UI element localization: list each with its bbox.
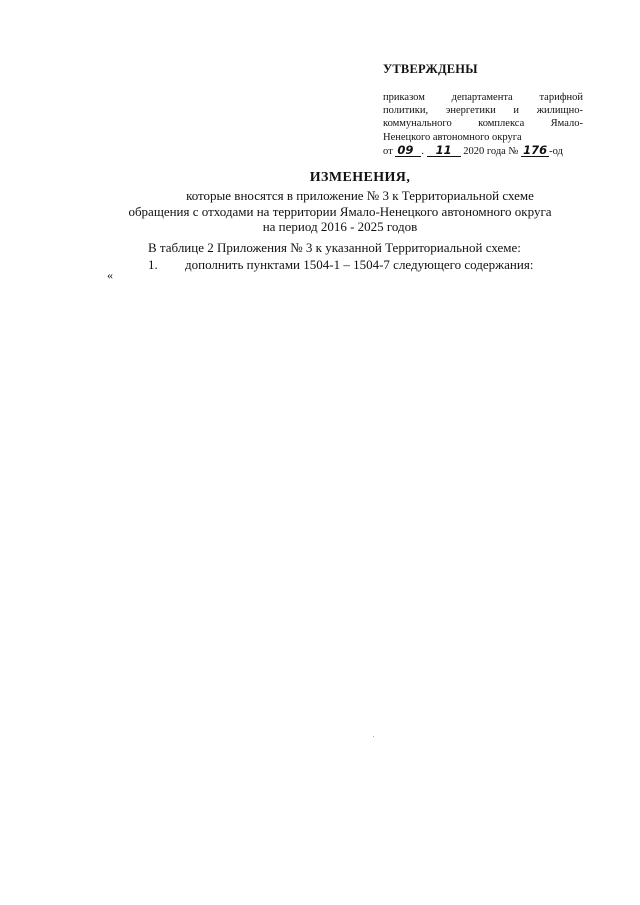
approval-date-line: от 09 . 11 2020 года № 176 -од — [383, 142, 563, 157]
approval-line: коммунального комплекса Ямало- — [383, 118, 583, 130]
order-suffix: -од — [549, 145, 563, 157]
approval-line: политики, энергетики и жилищно- — [383, 105, 583, 117]
open-quote-mark: « — [107, 268, 113, 282]
handwritten-day: 09 — [395, 144, 421, 157]
handwritten-month: 11 — [427, 144, 461, 157]
list-item-text: дополнить пунктами 1504-1 – 1504-7 следующего содержания: — [185, 257, 534, 272]
approval-line: приказом департамента тарифной — [383, 92, 583, 103]
approval-block — [383, 62, 583, 159]
heading-line: обращения с отходами на территории Ямало-Ненецкого автономного округа — [128, 203, 552, 219]
approval-text — [383, 91, 583, 144]
heading-title: ИЗМЕНЕНИЯ, — [309, 170, 411, 185]
approval-line: Ненецкого автономного округа — [383, 131, 522, 143]
list-item-number: 1. — [148, 257, 158, 272]
handwritten-order-number: 176 — [523, 142, 548, 157]
intro-paragraph: В таблице 2 Приложения № 3 к указанной Территориальной схеме: — [148, 240, 521, 255]
approval-title: УТВЕРЖДЕНЫ — [383, 62, 478, 76]
heading-line: на период 2016 - 2025 годов — [262, 219, 418, 234]
heading-line: которые вносятся в приложение № 3 к Территориальной схеме — [186, 188, 534, 203]
date-year-text: 2020 года № — [463, 145, 519, 157]
document-heading — [90, 170, 590, 235]
scan-speck — [373, 736, 374, 737]
heading-subtitle — [90, 188, 590, 235]
date-prefix: от — [383, 145, 393, 157]
